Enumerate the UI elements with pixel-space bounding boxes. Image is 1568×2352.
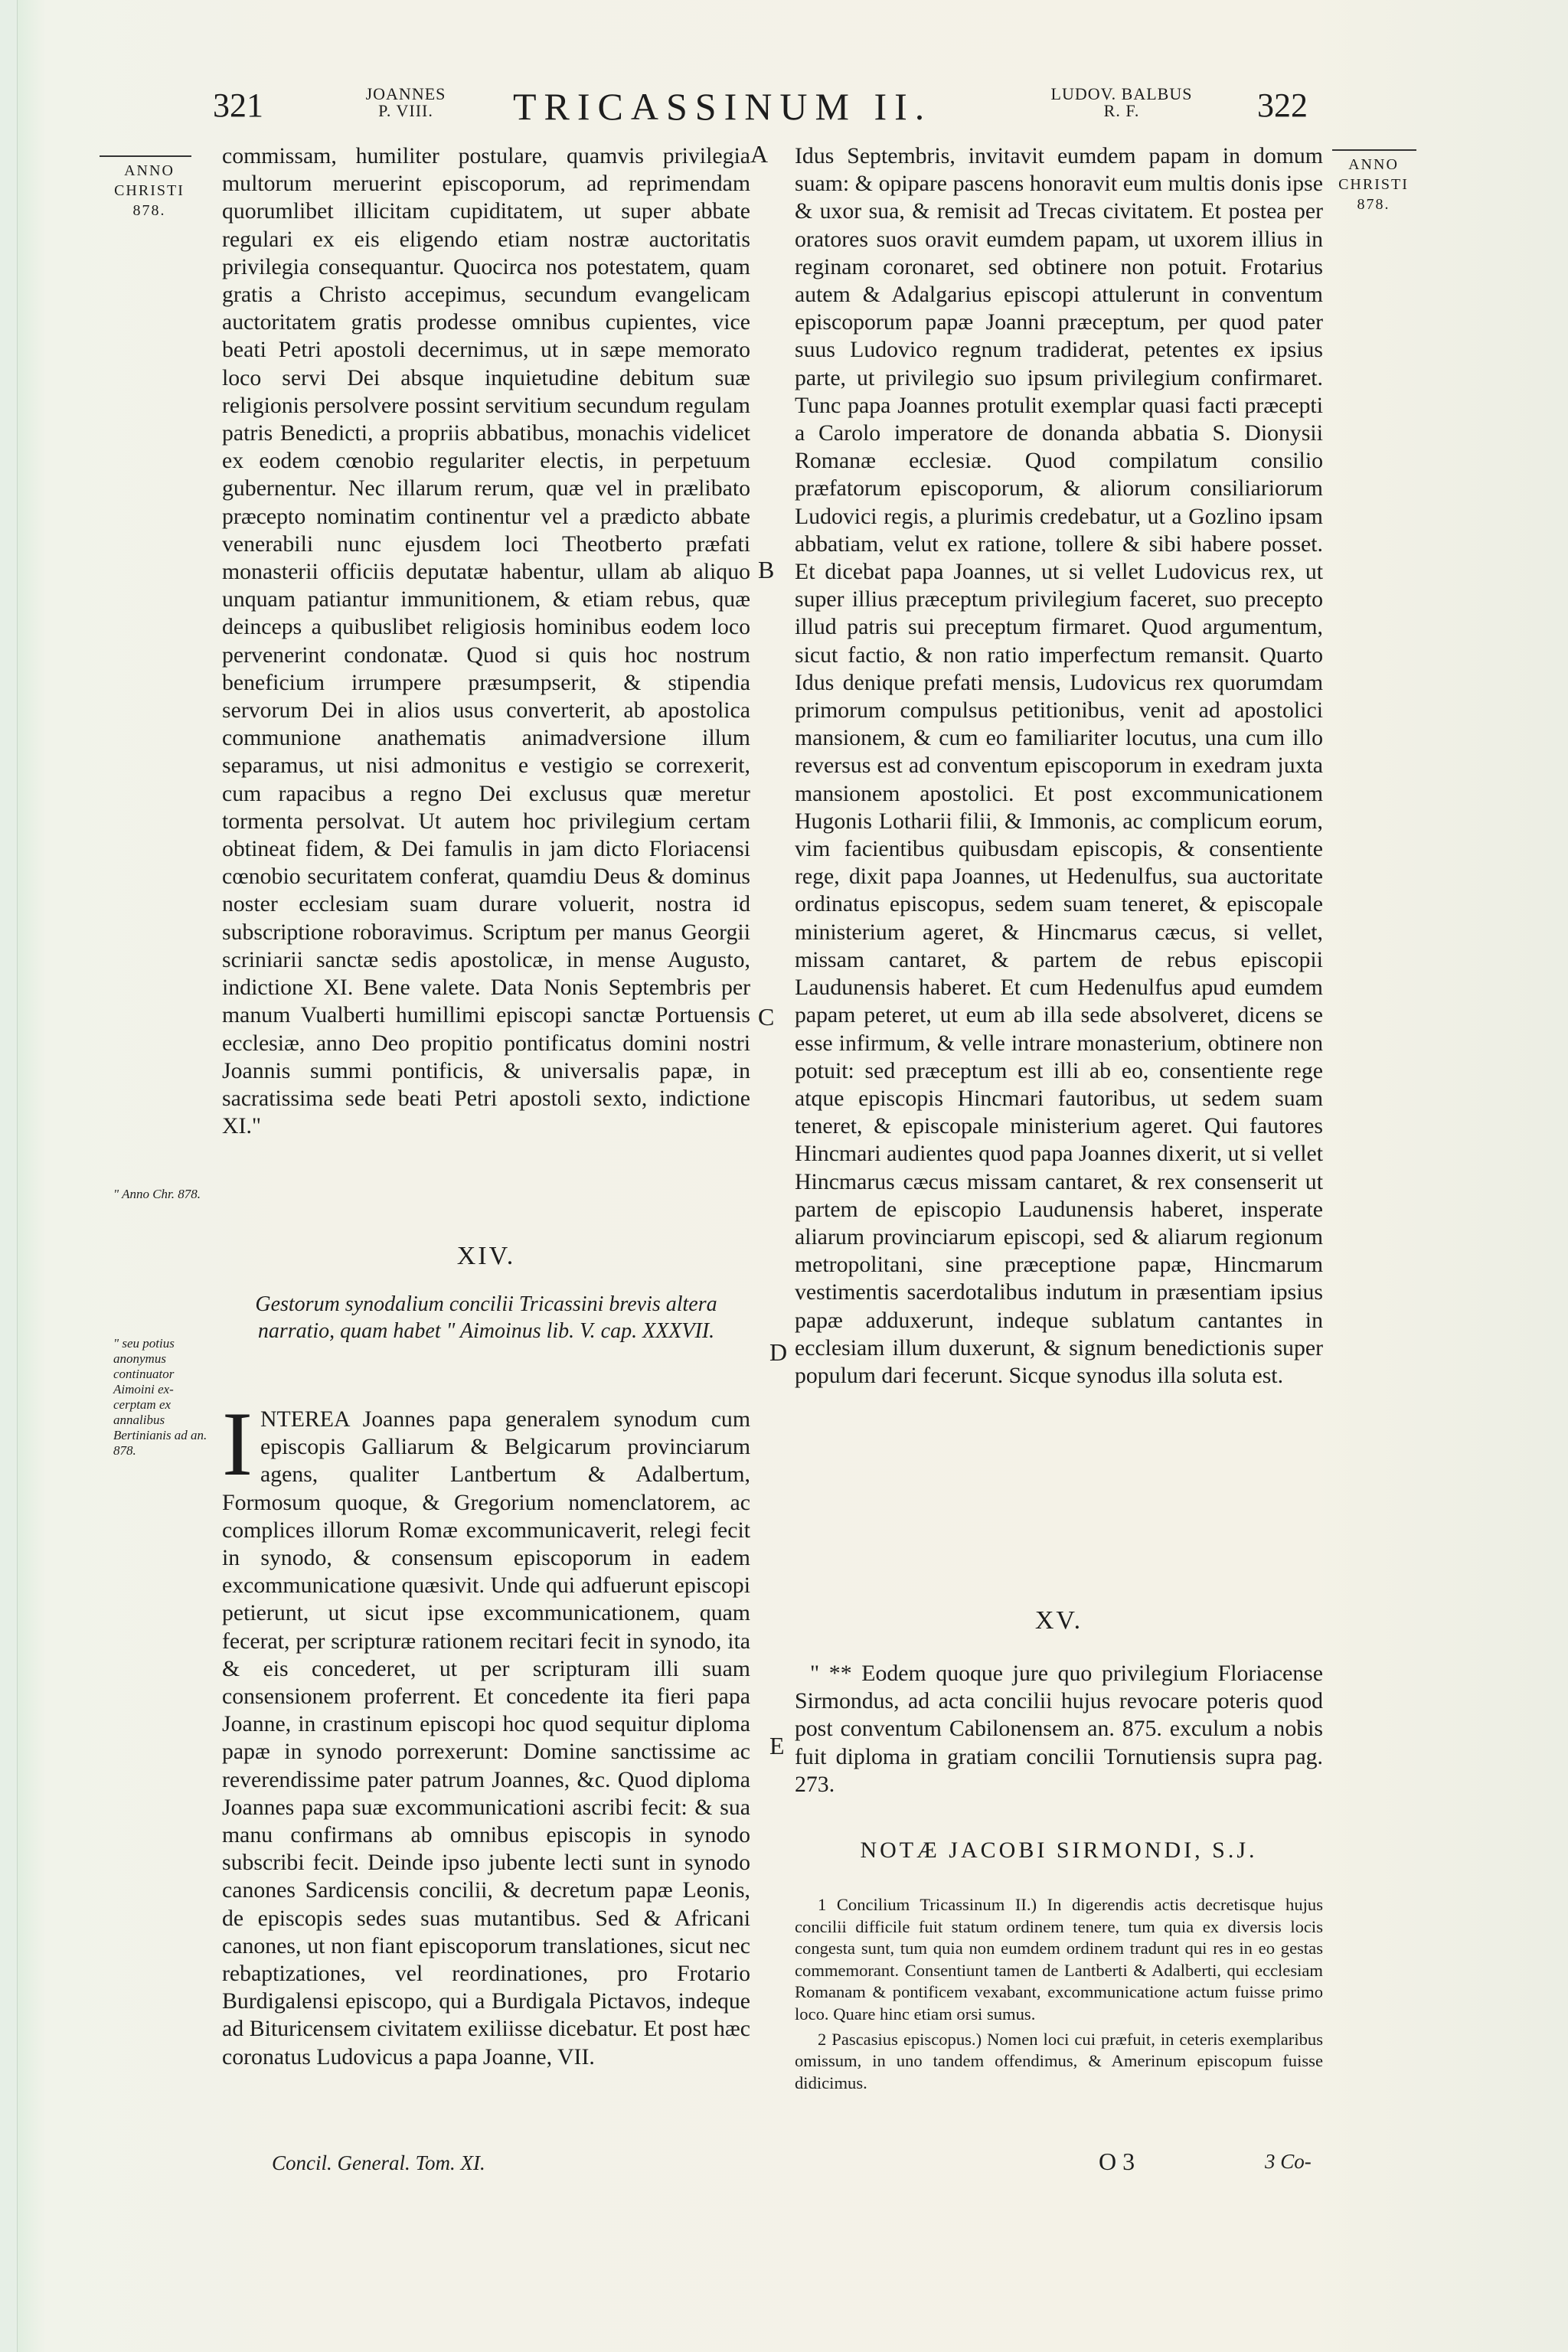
- running-head-left-line1: JOANNES: [365, 84, 446, 103]
- page-number-left: 321: [213, 87, 263, 124]
- left-paragraph-narratio: NTEREA Joannes papa generalem synodum cum episcopis Galliarum & Belgicarum provinciarum agens, qualiter Lantbertum & Adalbertum, Formosum quoque, & Gregorium nomenclatorem, ac complices illorum Romæ excommunicaverit, relegi fecit in synodo, & consensum episcoporum in eadem excommunicatione quæsivit. Unde qui adfuerunt episcopi petierunt, ut sicut ipse excommunicationem, quam fecerat, per scripturæ rationem recitari fecit in synodo, ita & eis concederet, ut per scripturam illi suam consensionem proferrent. Et concedente ita fieri papa Joanne, in crastinum episcopi hoc quod sequitur diploma papæ in synodo porrexerunt: Domine sanctissime ac reverendissime pater patrum Joannes, &c. Quod diploma Joannes papa suæ excommunicationi ascribi fecit: & sua manu confirmans ab omnibus episcopis in synodo subscribi fecit. Deinde ipso jubente lecti sunt in synodo canones Sardicensis concilii, & decretum papæ Leonis, de episcopis sedes suas mutantibus. Sed & Africani canones, ut non fiant episcoporum translationes, sicut nec rebaptizationes, vel reordinationes, pro Frotario Burdigalensi episcopo, qui a Burdigala Pictavos, indeque ad Bituricensem civitatem exiliisse dicebatur. Et post hæc coronatus Ludovicus a papa Joanne, VII.: [222, 1406, 750, 2069]
- section-caption-xiv: Gestorum synodalium concilii Tricassini brevis altera narratio, quam habet " Aimoinus lib. V. cap. XXXVII.: [255, 1292, 717, 1343]
- right-column-text: [795, 142, 1323, 1390]
- section-number-xiv: XIV.: [456, 1242, 516, 1270]
- footer-volume: Concil. General. Tom. XI.: [272, 2151, 485, 2174]
- right-paragraph-narratio: Idus Septembris, invitavit eumdem papam in domum suam: & opipare pascens honoravit eum multis donis ipse & uxor sua, & remisit ad Trecas civitatem. Et postea per oratores suos oravit eumdem papam, ut uxorem illius in reginam coronaret, sed obtinere non potuit. Frotarius autem & Adalgarius episcopi attulerunt in conventum episcoporum papæ Joanni præceptum, per quod pater suus Ludovico regnum tradiderat, petentes ex ipsius parte, ut privilegio suo ipsum privilegium confirmaret. Tunc papa Joannes protulit exemplar quasi facti præcepti a Carolo imperatore de donanda abbatia S. Dionysii Romanæ ecclesiæ. Quod compilatum consilio præfatorum episcoporum, & aliorum consiliariorum Ludovici regis, a plurimis credebatur, ut a Gozlino ipsam abbatiam, velut ex ratione, tollere & sibi habere posset. Et dicebat papa Joannes, ut si vellet Ludovicus rex, ut super illius præceptum privilegium faceret, suo precepto illud patris sui preceptum firmaret. Quod argumentum, sicut factio, & non ratio imperfectum remansit. Quarto Idus denique prefati mensis, Ludovicus rex quorumdam primorum compulsus petitionibus, venit ad apostolici mansionem, & cum eo familiariter locutus, una cum illo reversus est ad conventum episcoporum in exedram juxta mansionem apostolici. Et post excommunicationem Hugonis Lotharii filii, & Immonis, ac complicum eorum, vim facientibus quibusdam episcopis, & consentiente rege, dixit papa Joannes, ut Hedenulfus, sua auctoritate ordinatus episcopus, sedem suam teneret, & episcopale ministerium ageret, & Hincmarus cæcus, si vellet, missam cantaret, & partem de rebus episcopii Laudunensis haberet. Et cum Hedenulfus apud eumdem papam peteret, ut eum ab illa sede absolveret, dicens se esse infirmum, & velle intrare monasterium, obtinere non potuit: sed præceptum est illi ab eo, consentiente rege atque episcopis Hincmari fautoribus, ut sedem suam teneret, & episcopale ministerium ageret. Qui fautores Hincmari audientes quod papa Joannes dixerit, ut si vellet Hincmarus cæcus missam cantaret, & rex consenserit ut partem de episcopio Laudunensis haberet, insperate aliarum provinciarum episcopi, sed & aliarum regionum metropolitani, sine præceptione papæ, Hincmarum vestimentis sacerdotalibus indutum in præsentiam ipsius papæ adduxerunt, indeque sublatum cantantes in ecclesiam illum duxerunt, & signum benedictionis super populum dari fecerunt. Sicque synodus illa soluta est.: [795, 143, 1323, 1388]
- section-number-xv: XV.: [1034, 1606, 1083, 1635]
- left-paragraph-privilege: commissam, humiliter postulare, quamvis privilegia multorum meruerint episcoporum, ad reprimendam quorumlibet illicitam cupiditatem, ut super abbate regulari ex eis eligendo etiam nostræ auctoritatis privilegia consequantur. Quocirca nos potestatem, quam gratis a Christo accepimus, secundum evangelicam auctoritatem gratis prodesse omnibus cupientes, vice beati Petri apostoli decernimus, ut in sæpe memorato loco servi Dei absque inquietudine debitum suæ religionis persolvere possint servitium secundum regulam patris Benedicti, a propriis abbatibus, monachis videlicet ex eodem cœnobio regulariter electis, in perpetuum gubernentur. Nec illarum rerum, quæ vel in prælibato præcepto nominatim continentur vel a prædicto abbate venerabili nunc ejusdem loci Theotberto præfati monasterii officiis deputatæ habentur, ullam ab aliquo unquam patiantur immunitionem, & etiam rebus, quæ deinceps a quibuslibet religiosis hominibus eodem loco pervenerint condonatæ. Quod si quis hoc nostrum beneficium irrumpere præsumpserit, & stipendia servorum Dei in alios usus converterit, ab apostolica communione anathematis animadversione illum separamus, ut nisi admonitus e vestigio se correxerit, cum rapacibus a regno Dei exclusus quæ meretur tormenta persolvat. Ut autem hoc privilegium certam obtineat fidem, & Dei famulis in jam dicto Floriacensi cœnobio securitatem conferat, quamdiu Deus & dominus noster ecclesiam suam durare voluerit, nostra id subscriptione roboravimus. Scriptum per manus Georgii scriniarii sanctæ sedis apostolicæ, in mense Augusto, indictione XI. Bene valete. Data Nonis Septembris per manum Vualberti humillimi episcopi sanctæ Portuensis ecclesiæ, anno Deo propitio pontificatus domini nostri Joannis summi pontificis, & universalis papæ, in sacratissima sede beati Petri apostoli sexto, indictione XI.": [222, 143, 750, 1139]
- page-spine: [0, 0, 18, 2352]
- page-number-right: 322: [1257, 87, 1308, 124]
- margin-rule-right: [1332, 149, 1416, 151]
- anno-christi-right: ANNO CHRISTI 878.: [1338, 156, 1409, 213]
- section-letter-e: E: [769, 1732, 785, 1759]
- margin-note-anno: " Anno Chr. 878.: [113, 1187, 201, 1201]
- anno-christi-left: ANNO CHRISTI 878.: [114, 162, 185, 219]
- page-title: TRICASSINUM II.: [513, 85, 933, 128]
- left-column-narratio: [222, 1393, 750, 2071]
- note-1: 1 Concilium Tricassinum II.) In digerendis actis decretisque hujus concilii difficile fuit statum ordinem tenere, tum quia ex diversis locis congesta sunt, tum quia non eumdem ordinem tradunt qui res in eo gestas commemorant. Consentiunt tamen de Lantberti & Adalberti, qui ecclesiam Romanam & pontificem vexabant, excommunicatione actum fuisse primo loco. Quare hinc etiam orsi sumus.: [795, 1895, 1323, 2024]
- section-letter-c: C: [758, 1003, 775, 1031]
- running-head-right-line2: R. F.: [1103, 101, 1140, 120]
- running-head-left-line2: P. VIII.: [378, 101, 433, 120]
- signature-mark: O 3: [1099, 2148, 1135, 2175]
- notes-block: [795, 1894, 1323, 2097]
- running-head-right-line1: LUDOV. BALBUS: [1050, 84, 1193, 103]
- running-head-right: [1034, 86, 1210, 132]
- right-paragraph-xv: " ** Eodem quoque jure quo privilegium Floriacense Sirmondus, ad acta concilii hujus revocare poteris quod post conventum Cabilonensem an. 875. exculum a nobis fuit diploma in gratiam concilii Tornutiensis supra pag. 273.: [795, 1661, 1323, 1797]
- section-letter-a: A: [750, 140, 769, 168]
- section-letter-d: D: [769, 1338, 788, 1366]
- margin-note-aimoinus: " seu potius anonymus continuator Aimoini ex- cerptam ex annalibus Bertinianis ad an. 878.: [113, 1336, 207, 1458]
- catchword: 3 Co-: [1265, 2150, 1312, 2173]
- margin-rule-left: [100, 155, 191, 157]
- left-column-text: [222, 142, 750, 1140]
- section-letter-b: B: [758, 556, 775, 583]
- drop-cap-initial: I: [222, 1393, 253, 1494]
- notes-title: NOTÆ JACOBI SIRMONDI, S.J.: [860, 1838, 1258, 1863]
- right-column-xv: [795, 1660, 1323, 1798]
- running-head-left: [348, 86, 463, 132]
- note-2: 2 Pascasius episcopus.) Nomen loci cui præfuit, in ceteris exemplaribus omissum, in uno tandem offendimus, & Amerinum episcopum fuisse didicimus.: [795, 2029, 1323, 2092]
